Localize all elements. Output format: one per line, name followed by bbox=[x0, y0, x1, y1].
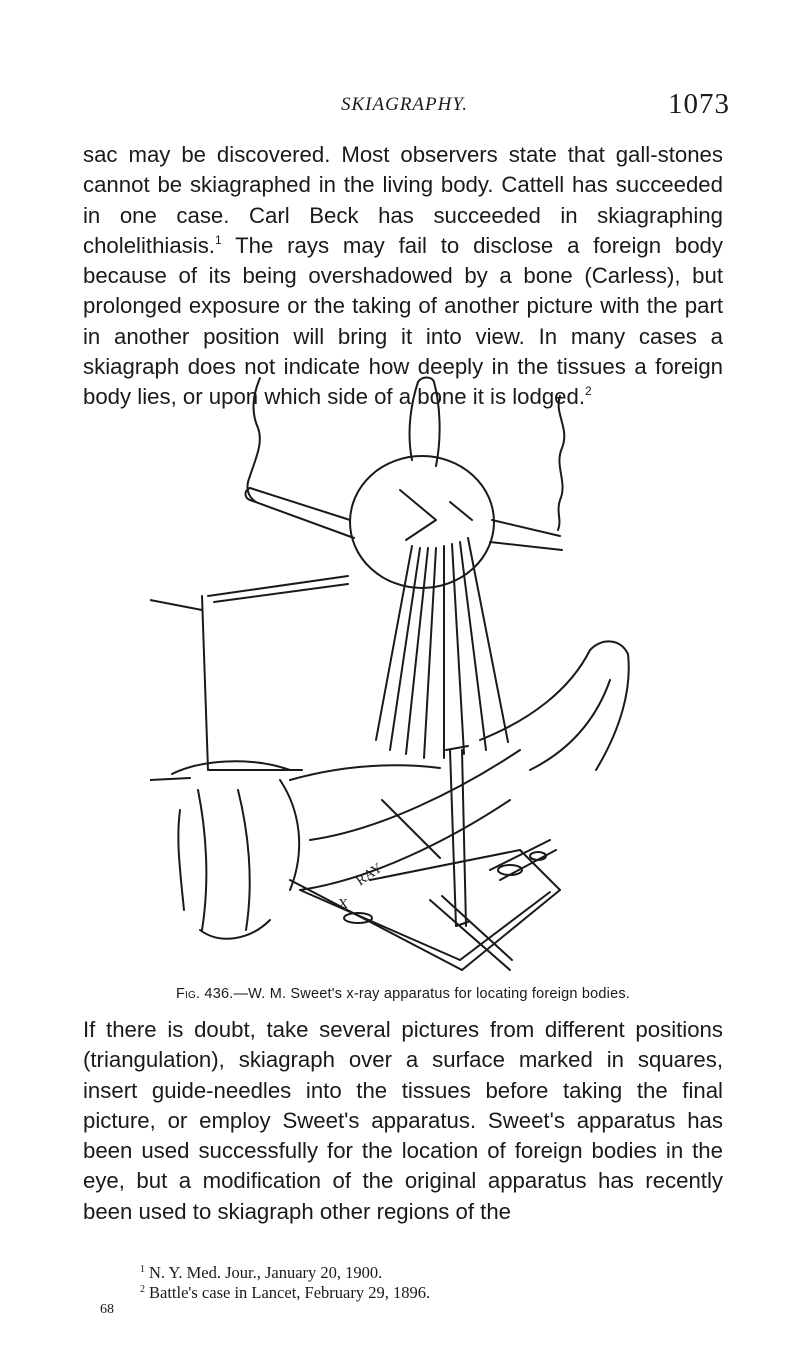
footnote-2 bbox=[140, 1283, 720, 1303]
running-title: SKIAGRAPHY. bbox=[341, 94, 468, 115]
paragraph-1-text-a: sac may be discovered. Most observers state that gall-stones cannot be skiagraphed in the living body. Cattell has succeeded in one case. Carl Beck has succeeded in skiagraphing cholelithiasis. bbox=[83, 142, 723, 258]
paragraph-2: If there is doubt, take several pictures from different positions (triangulation), skiagraph over a surface marked in squares, insert guide-needles into the tissues before taking the final picture, or employ Sweet's apparatus. Sweet's apparatus has been used successfully for the location of foreign bodies in the eye, but a modification of the original apparatus has recently been used to skiagraph other regions of the bbox=[83, 1017, 723, 1224]
footnote-1-mark: 1 bbox=[140, 1264, 145, 1275]
footnote-2-mark: 2 bbox=[140, 1284, 145, 1295]
page-number: 1073 bbox=[668, 88, 730, 120]
xray-apparatus-drawing bbox=[150, 370, 650, 980]
paragraph-1-text-b: The rays may fail to disclose a foreign body because of its being overshadowed by a bone (Carless), but prolonged exposure or the taking of another picture with the part in another position will bring it into view. In many cases a skiagraph does not indicate how deeply in the tissues a foreign body lies, or upon which side of a bone it is lodged. bbox=[83, 232, 723, 410]
page-header bbox=[0, 86, 800, 126]
footnote-1-text: N. Y. Med. Jour., January 20, 1900. bbox=[149, 1263, 383, 1282]
ray-label: RAY bbox=[353, 860, 386, 890]
signature-mark: 68 bbox=[100, 1302, 114, 1317]
footnote-ref-1: 1 bbox=[214, 232, 222, 247]
figure-436-illustration bbox=[150, 370, 650, 980]
figure-label: Fig. 436. bbox=[175, 986, 234, 1002]
figure-caption-text: —W. M. Sweet's x-ray apparatus for locating foreign bodies. bbox=[233, 986, 631, 1002]
footnote-2-text: Battle's case in Lancet, February 29, 1896. bbox=[149, 1283, 431, 1302]
figure-caption bbox=[83, 986, 723, 1002]
footnote-1 bbox=[140, 1263, 720, 1283]
marker-x: X bbox=[338, 897, 349, 912]
footnote-ref-2: 2 bbox=[585, 384, 592, 399]
footnotes bbox=[140, 1263, 720, 1303]
